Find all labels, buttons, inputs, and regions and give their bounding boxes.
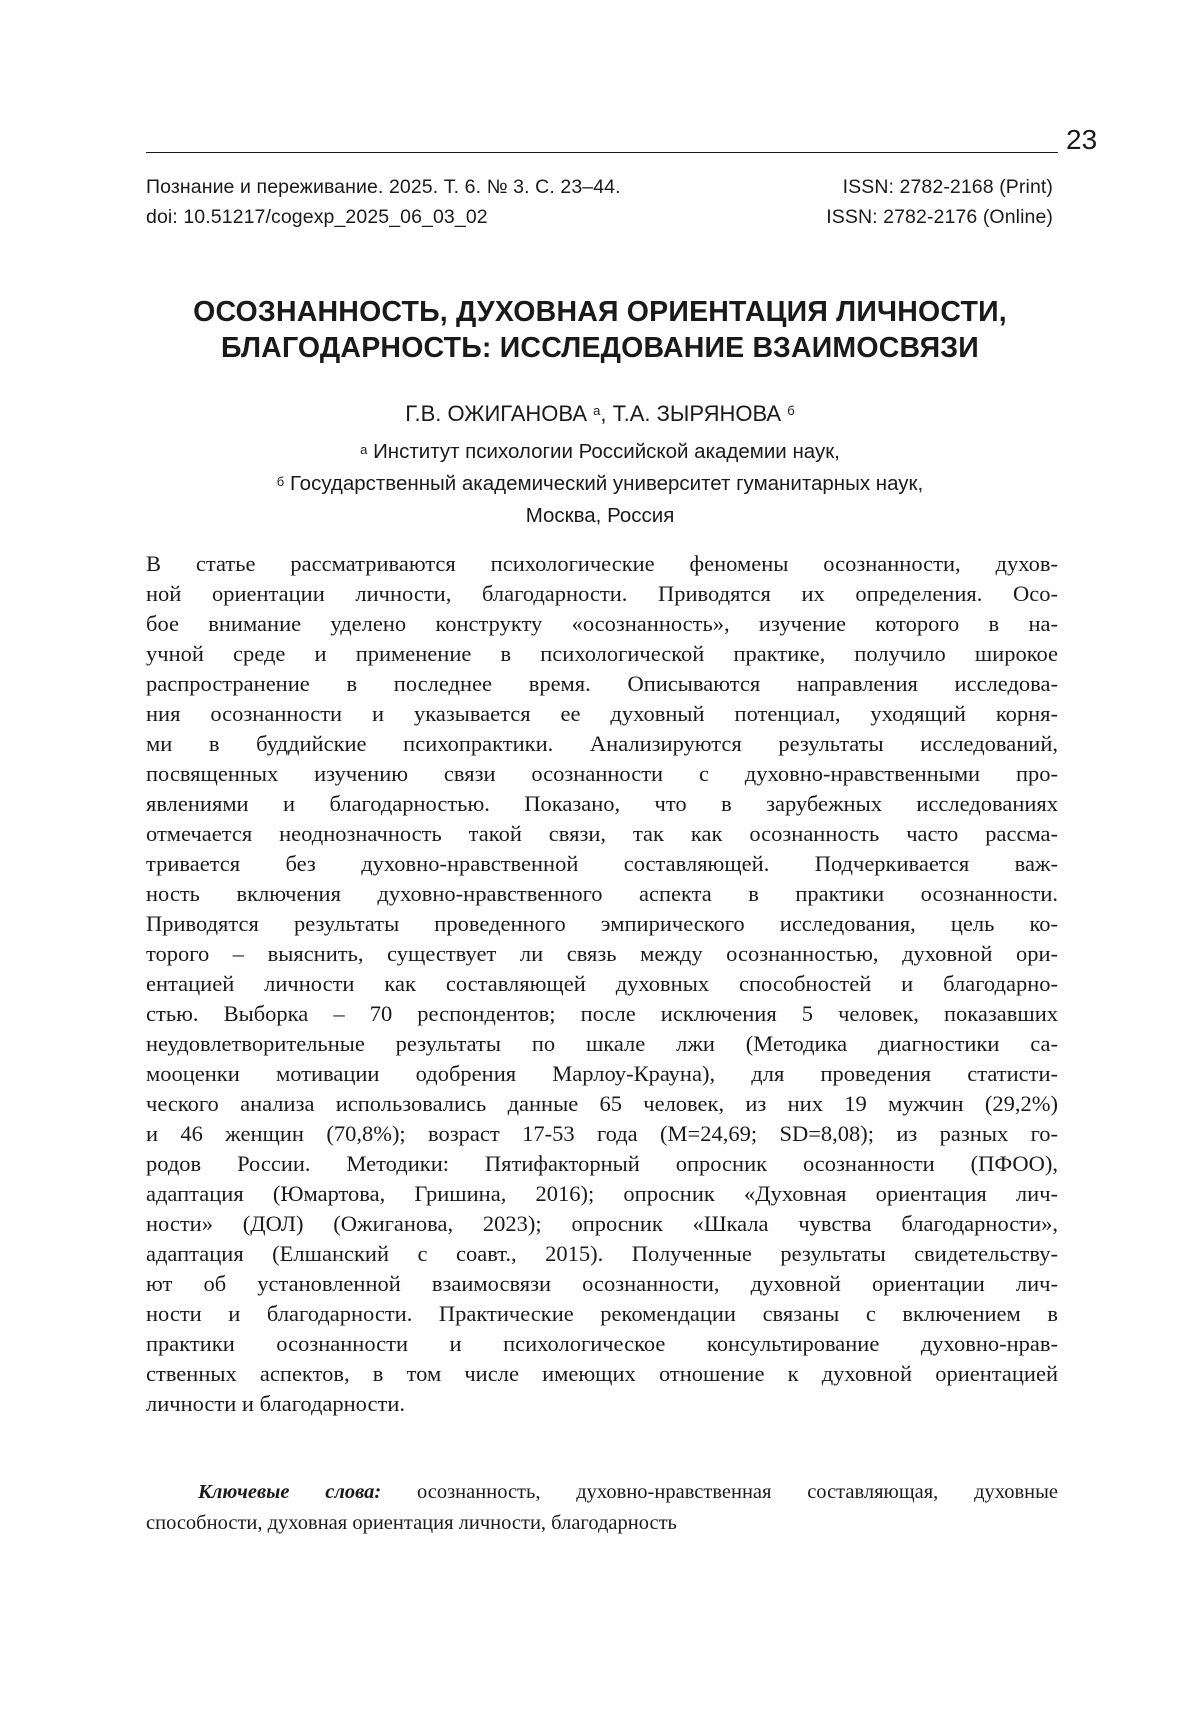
abstract-line: ентацией личности как составляющей духовных способностей и благодарно- (146, 971, 1058, 996)
abstract-line: неудовлетворительные результаты по шкале лжи (Методика диагностики са- (146, 1031, 1058, 1056)
abstract-line: Приводятся результаты проведенного эмпирического исследования, цель ко- (146, 911, 1058, 936)
abstract (146, 549, 1058, 1419)
abstract-line: адаптация (Елшанский с соавт., 2015). Полученные результаты свидетельству- (146, 1241, 1058, 1266)
citation-block (146, 172, 621, 232)
abstract-line: явлениями и благодарностью. Показано, что в зарубежных исследованиях (146, 791, 1058, 816)
abstract-line: личности и благодарности. (146, 1391, 405, 1416)
title-line-2: БЛАГОДАРНОСТЬ: ИССЛЕДОВАНИЕ ВЗАИМОСВЯЗИ (220, 332, 979, 364)
abstract-line: распространение в последнее время. Описываются направления исследова- (146, 671, 1058, 696)
abstract-line: адаптация (Юмартова, Гришина, 2016); опросник «Духовная ориентация лич- (146, 1181, 1058, 1206)
abstract-line: стью. Выборка – 70 респондентов; после исключения 5 человек, показавших (146, 1001, 1058, 1026)
issn-print: ISSN: 2782-2168 (Print) (842, 176, 1053, 198)
affiliation-mark: а (593, 403, 601, 418)
keywords-line: Ключевые слова: осознанность, духовно-нравственная составляющая, духовные (198, 1481, 1058, 1503)
affiliations (120, 436, 1080, 532)
abstract-line: мооценки мотивации одобрения Марлоу-Крауна), для проведения статисти- (146, 1061, 1058, 1086)
keywords-label: Ключевые слова: (198, 1481, 382, 1503)
abstract-line: ной ориентации личности, благодарности. Приводятся их определения. Осо- (146, 581, 1058, 606)
abstract-line: ческого анализа использовались данные 65 человек, из них 19 мужчин (29,2%) (146, 1091, 1058, 1116)
doi-line: doi: 10.51217/cogexp_2025_06_03_02 (146, 206, 488, 228)
abstract-line: ности и благодарности. Практические рекомендации связаны с включением в (146, 1301, 1058, 1326)
abstract-line: отмечается неоднозначность такой связи, так как осознанность часто рассма- (146, 821, 1058, 846)
abstract-line: учной среде и применение в психологической практике, получило широкое (146, 641, 1058, 666)
abstract-line: ность включения духовно-нравственного аспекта в практики осознанности. (146, 881, 1058, 906)
author-name: Г.В. ОЖИГАНОВА (405, 401, 588, 426)
keywords (146, 1477, 1058, 1539)
journal-citation: Познание и переживание. 2025. Т. 6. № 3. С. 23–44. (146, 176, 621, 198)
issn-online: ISSN: 2782-2176 (Online) (826, 206, 1053, 228)
authors-line (120, 400, 1080, 428)
affiliation-city: Москва, Россия (525, 504, 675, 527)
abstract-line: тривается без духовно-нравственной составляющей. Подчеркивается важ- (146, 851, 1058, 876)
title-line-1: ОСОЗНАННОСТЬ, ДУХОВНАЯ ОРИЕНТАЦИЯ ЛИЧНОСТИ, (193, 296, 1007, 328)
abstract-line: ственных аспектов, в том числе имеющих отношение к духовной ориентацией (146, 1361, 1058, 1386)
abstract-line: В статье рассматриваются психологические феномены осознанности, духов- (146, 551, 1058, 576)
keywords-line: способности, духовная ориентация личности, благодарность (146, 1512, 677, 1534)
header-rule (146, 152, 1058, 153)
abstract-line: практики осознанности и психологическое консультирование духовно-нрав- (146, 1331, 1058, 1356)
issn-block (826, 172, 1053, 232)
abstract-line: бое внимание уделено конструкту «осознанность», изучение которого в на- (146, 611, 1058, 636)
affiliation-mark: а (360, 442, 368, 457)
article-title (120, 294, 1080, 366)
abstract-line: торого – выяснить, существует ли связь между осознанностью, духовной ори- (146, 941, 1058, 966)
abstract-line: ния осознанности и указывается ее духовный потенциал, уходящий корня- (146, 701, 1058, 726)
abstract-line: ности» (ДОЛ) (Ожиганова, 2023); опросник «Шкала чувства благодарности», (146, 1211, 1058, 1236)
abstract-line: и 46 женщин (70,8%); возраст 17-53 года (M=24,69; SD=8,08); из разных го- (146, 1121, 1058, 1146)
abstract-line: ми в буддийские психопрактики. Анализируются результаты исследований, (146, 731, 1058, 756)
page-number: 23 (1066, 124, 1098, 155)
affiliation-mark: б (787, 403, 795, 418)
abstract-line: родов России. Методики: Пятифакторный опросник осознанности (ПФОО), (146, 1151, 1058, 1176)
affiliation-line: $^а$ Институт психологии Российской академии наук, (360, 440, 840, 463)
author-separator: , (600, 401, 613, 426)
affiliation-mark: б (276, 474, 285, 489)
abstract-line: ют об установленной взаимосвязи осознанности, духовной ориентации лич- (146, 1271, 1058, 1296)
affiliation-line: $^б$ Государственный академический университет гуманитарных наук, (276, 472, 924, 495)
author-name: Т.А. ЗЫРЯНОВА (612, 401, 782, 426)
abstract-line: посвященных изучению связи осознанности с духовно-нравственными про- (146, 761, 1058, 786)
